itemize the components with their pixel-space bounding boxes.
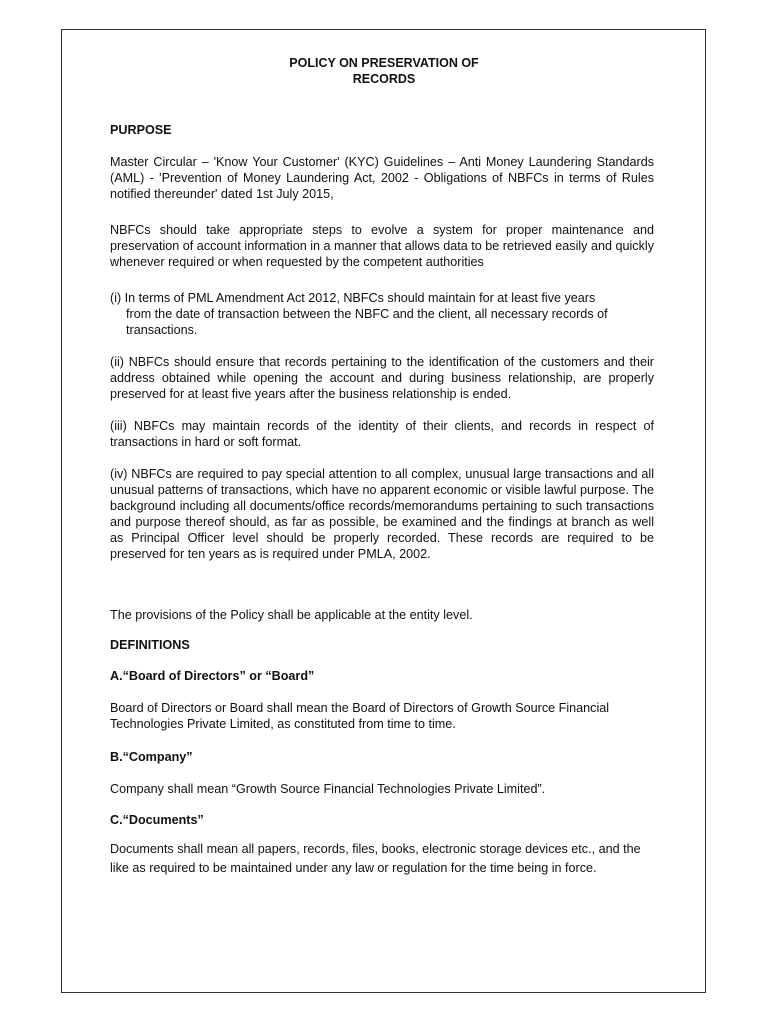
- purpose-paragraph-2: NBFCs should take appropriate steps to evolve a system for proper maintenance and preservation of account information in a manner that allows data to be retrieved easily and quickly whenever required or when requested by the competent authorities: [110, 223, 654, 269]
- definition-c-heading: C.“Documents”: [110, 813, 204, 827]
- purpose-paragraph-1: Master Circular – 'Know Your Customer' (KYC) Guidelines – Anti Money Laundering Standards (AML) - 'Prevention of Money Laundering Act, 2002 - Obligations of NBFCs in terms of Rules notified thereunder' dated 1st July 2015,: [110, 155, 654, 201]
- definitions-heading: DEFINITIONS: [110, 638, 190, 652]
- list-item-ii: (ii) NBFCs should ensure that records pertaining to the identification of the customers and their address obtained while opening the account and during business relationship, are properly preserved for at least five years after the business relationship is ended.: [110, 355, 654, 401]
- list-item-i-continuation: from the date of transaction between the NBFC and the client, all necessary records of transactions.: [126, 307, 608, 337]
- list-item-iii: (iii) NBFCs may maintain records of the identity of their clients, and records in respect of transactions in hard or soft format.: [110, 419, 654, 449]
- purpose-heading: PURPOSE: [110, 123, 172, 137]
- list-item-iv: (iv) NBFCs are required to pay special attention to all complex, unusual large transactions and all unusual patterns of transactions, which have no apparent economic or visible lawful purpose. The background including all documents/office records/memorandums pertaining to such transactions and purpose thereof should, as far as possible, be examined and the findings at branch as well as Principal Officer level should be properly recorded. These records are required to be preserved for ten years as is required under PMLA, 2002.: [110, 467, 654, 561]
- definition-a-text: Board of Directors or Board shall mean the Board of Directors of Growth Source Financial Technologies Private Limited, as constituted from time to time.: [110, 701, 610, 731]
- list-item-i: [110, 290, 654, 338]
- document-title-line2: RECORDS: [352, 72, 416, 86]
- applicability-statement: The provisions of the Policy shall be applicable at the entity level.: [110, 608, 473, 622]
- definition-b-text: Company shall mean “Growth Source Financial Technologies Private Limited”.: [110, 782, 546, 796]
- list-item-i-first-line: (i) In terms of PML Amendment Act 2012, NBFCs should maintain for at least five years: [110, 291, 596, 305]
- document-title-line1: POLICY ON PRESERVATION OF: [289, 56, 479, 70]
- definition-c-text: Documents shall mean all papers, records, files, books, electronic storage devices etc., and the like as required to be maintained under any law or regulation for the time being in force.: [110, 842, 641, 875]
- definition-b-heading: B.“Company”: [110, 750, 193, 764]
- definition-a-heading: A.“Board of Directors” or “Board”: [110, 669, 315, 683]
